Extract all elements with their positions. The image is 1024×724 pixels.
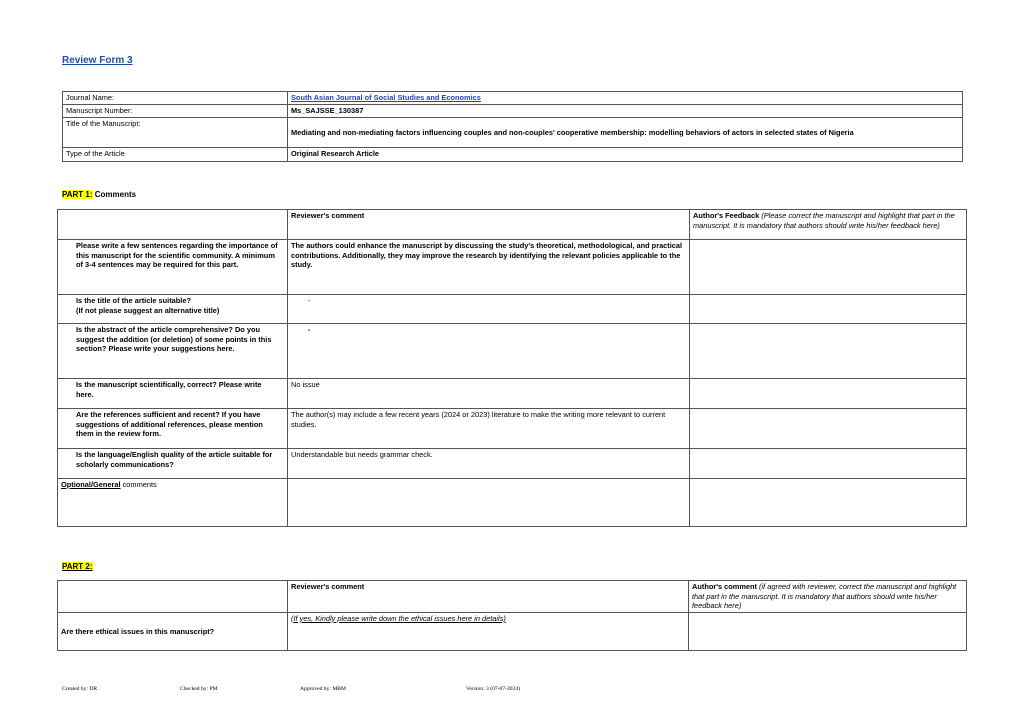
feedback-scientific[interactable] — [690, 379, 967, 409]
comment-title: - — [288, 295, 690, 324]
comment-ethical: (If yes, Kindly please write down the ethical issues here in details) — [288, 612, 689, 650]
comment-scientific: No issue — [288, 379, 690, 409]
comment-references: The author(s) may include a few recent years (2024 or 2023) literature to make the writing more relevant to current studies. — [288, 409, 690, 449]
feedback-importance[interactable] — [690, 240, 967, 295]
question-importance: Please write a few sentences regarding the importance of this manuscript for the scientific community. A minimum of 3-4 sentences may be required for this part. — [58, 240, 288, 295]
article-type-label: Type of the Article — [63, 148, 288, 162]
feedback-abstract[interactable] — [690, 324, 967, 379]
article-type-value: Original Research Article — [288, 148, 963, 162]
feedback-title[interactable] — [690, 295, 967, 324]
feedback-ethical[interactable] — [689, 612, 967, 650]
feedback-language[interactable] — [690, 449, 967, 479]
part1-header-reviewer: Reviewer's comment — [288, 210, 690, 240]
part1-header-author: Author's Feedback (Please correct the manuscript and highlight that part in the manuscript. It is mandatory that authors should write his/her feedback here) — [690, 210, 967, 240]
part2-corner-cell — [58, 581, 288, 613]
manuscript-number-value: Ms_SAJSSE_130387 — [288, 105, 963, 118]
question-scientific: Is the manuscript scientifically, correct? Please write here. — [58, 379, 288, 409]
part2-heading: PART 2: — [62, 562, 93, 571]
journal-label: Journal Name: — [63, 92, 288, 105]
comment-language: Understandable but needs grammar check. — [288, 449, 690, 479]
manuscript-title-value: Mediating and non-mediating factors influencing couples and non-couples' cooperative membership: modelling behaviors of actors in selected states of Nigeria — [288, 118, 963, 148]
part2-header-author: Author's comment (if agreed with reviewer, correct the manuscript and highlight that part in the manuscript. It is mandatory that authors should write his/her feedback here) — [689, 581, 967, 613]
comment-abstract: - — [288, 324, 690, 379]
part1-corner-cell — [58, 210, 288, 240]
question-abstract: Is the abstract of the article comprehensive? Do you suggest the addition (or deletion) of some points in this section? Please write your suggestions here. — [58, 324, 288, 379]
part1-heading: PART 1: Comments — [62, 190, 137, 199]
manuscript-title-label: Title of the Manuscript: — [63, 118, 288, 148]
form-title: Review Form 3 — [62, 55, 133, 66]
question-language: Is the language/English quality of the article suitable for scholarly communications? — [58, 449, 288, 479]
feedback-optional[interactable] — [690, 479, 967, 527]
feedback-references[interactable] — [690, 409, 967, 449]
manuscript-info-table — [62, 91, 963, 162]
manuscript-number-label: Manuscript Number: — [63, 105, 288, 118]
footer-approved-by: Approved by: MBM — [300, 686, 346, 692]
question-ethical: Are there ethical issues in this manuscript? — [58, 612, 288, 650]
footer-checked-by: Checked by: PM — [180, 686, 218, 692]
footer-version: Version: 3 (07-07-2024) — [466, 686, 521, 692]
question-title: Is the title of the article suitable? (If not please suggest an alternative title) — [58, 295, 288, 324]
optional-comments-label: Optional/General comments — [58, 479, 288, 527]
part1-comments-table — [57, 209, 967, 527]
comment-importance: The authors could enhance the manuscript by discussing the study's theoretical, methodological, and practical contributions. Additionally, they may improve the research by identifying the relevant policies applicable to the study. — [288, 240, 690, 295]
part2-header-reviewer: Reviewer's comment — [288, 581, 689, 613]
comment-optional[interactable] — [288, 479, 690, 527]
question-references: Are the references sufficient and recent? If you have suggestions of additional references, please mention them in the review form. — [58, 409, 288, 449]
footer-created-by: Created by: DR — [62, 686, 98, 692]
part2-ethics-table — [57, 580, 967, 651]
journal-link[interactable]: South Asian Journal of Social Studies and Economics — [291, 93, 481, 102]
